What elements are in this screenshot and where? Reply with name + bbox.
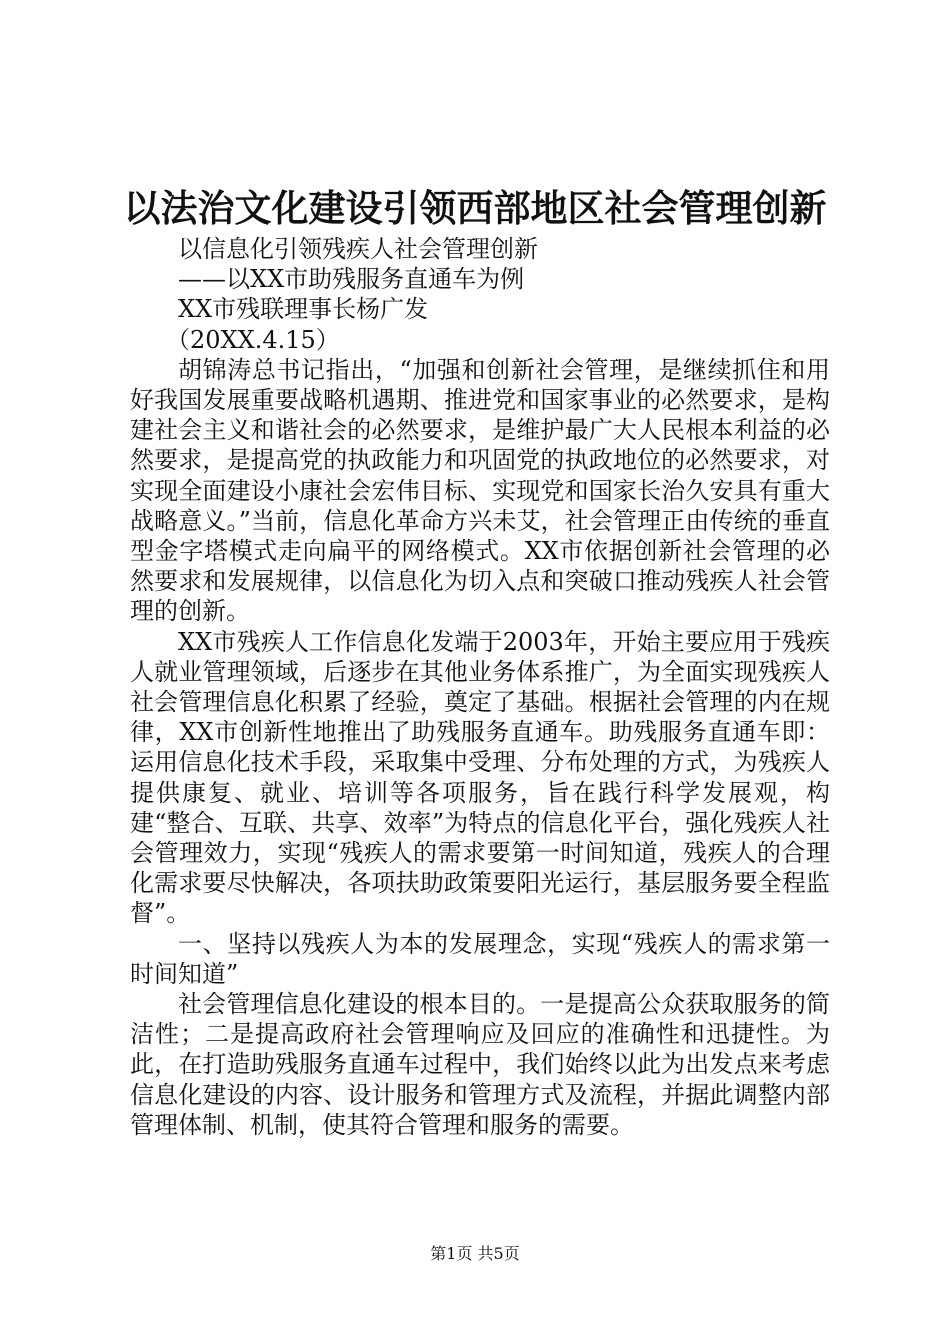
section-heading: 一、坚持以残疾人为本的发展理念，实现“残疾人的需求第一时间知道” xyxy=(130,929,830,988)
date-line: （20XX.4.15） xyxy=(166,325,340,354)
document-body xyxy=(130,234,830,1140)
author-line: XX市残联理事长杨广发 xyxy=(178,295,429,324)
document-title: 以法治文化建设引领西部地区社会管理创新 xyxy=(123,186,827,230)
body-paragraph: XX市残疾人工作信息化发端于2003年，开始主要应用于残疾人就业管理领域，后逐步在其他业务体系推广，为全面实现残疾人社会管理信息化积累了经验，奠定了基础。根据社会管理的内在规律，XX市创新性地推出了助残服务直通车。助残服务直通车即：运用信息化技术手段，采取集中受理、分布处理的方式，为残疾人提供康复、就业、培训等各项服务，旨在践行科学发展观，构建“整合、互联、共享、效率”为特点的信息化平台，强化残疾人社会管理效力，实现“残疾人的需求要第一时间知道，残疾人的合理化需求要尽快解决，各项扶助政策要阳光运行，基层服务要全程监督”。 xyxy=(130,627,830,928)
body-paragraph: 胡锦涛总书记指出，“加强和创新社会管理，是继续抓住和用好我国发展重要战略机遇期、推进党和国家事业的必然要求，是构建社会主义和谐社会的必然要求，是维护最广大人民根本利益的必然要求，是提高党的执政能力和巩固党的执政地位的必然要求，对实现全面建设小康社会宏伟目标、实现党和国家长治久安具有重大战略意义。”当前，信息化革命方兴未艾，社会管理正由传统的垂直型金字塔模式走向扁平的网络模式。XX市依据创新社会管理的必然要求和发展规律，以信息化为切入点和突破口推动残疾人社会管理的创新。 xyxy=(130,355,830,626)
subtitle-example-line: ——以XX市助残服务直通车为例 xyxy=(178,265,525,294)
page-footer: 第1页 共5页 xyxy=(430,1244,520,1263)
subtitle-line: 以信息化引领残疾人社会管理创新 xyxy=(178,235,538,263)
body-paragraph: 社会管理信息化建设的根本目的。一是提高公众获取服务的简洁性；二是提高政府社会管理响应及回应的准确性和迅捷性。为此，在打造助残服务直通车过程中，我们始终以此为出发点来考虑信息化建设的内容、设计服务和管理方式及流程，并据此调整内部管理体制、机制，使其符合管理和服务的需要。 xyxy=(130,990,830,1139)
